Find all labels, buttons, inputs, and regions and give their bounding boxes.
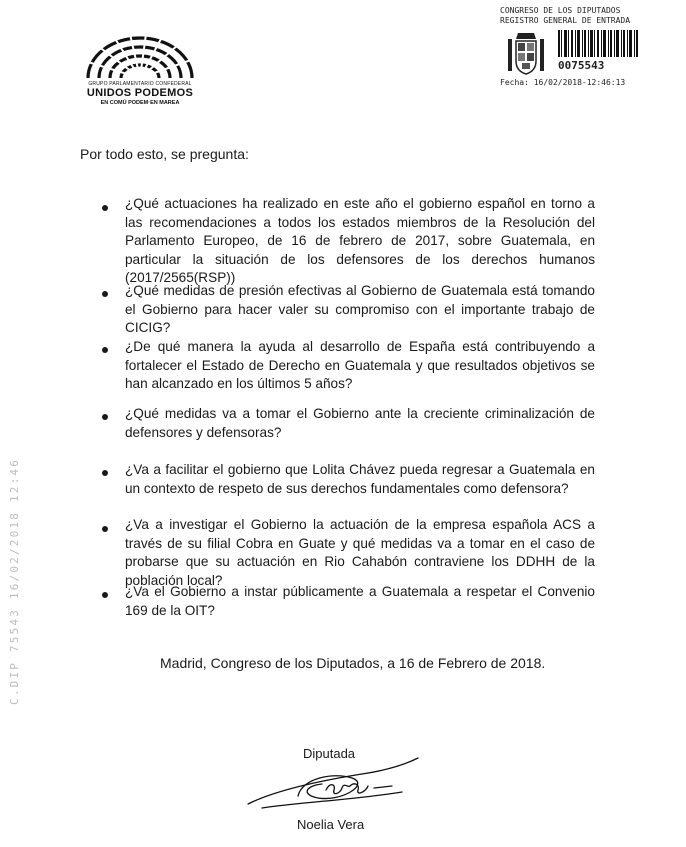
logo-group-line: GRUPO PARLAMENTARIO CONFEDERAL — [88, 81, 192, 87]
logo-name-line: UNIDOS PODEMOS — [86, 87, 194, 99]
bullet-icon — [102, 592, 108, 598]
logo-coalition-line: EN COMÚ PODEM·EN MAREA — [100, 100, 180, 106]
barcode-icon — [558, 30, 638, 57]
question-3: ¿De qué manera la ayuda al desarrollo de España está contribuyendo a fortalecer el Estado de Derecho en Guatemala y que resultados objetivos se han alcanzado en los últimos 5 años? — [125, 339, 595, 391]
hemicycle-logo-icon — [82, 32, 198, 80]
stamp-institution: CONGRESO DE LOS DIPUTADOS — [500, 6, 621, 15]
question-6: ¿Va a investigar el Gobierno la actuación de la empresa española ACS a través de su filial Cobra en Guate y qué medidas va a tomar en el caso de probarse que su actuación en Rio Cahabón contraviene los DDHH de la población local? — [125, 517, 595, 588]
stamp-datetime: Fecha: 16/02/2018-12:46:13 — [500, 78, 626, 87]
side-stamp: C.DIP 75543 16/02/2018 12:46 — [8, 457, 21, 705]
bullet-icon — [102, 470, 108, 476]
party-logo — [80, 32, 200, 107]
bullet-icon — [102, 291, 108, 297]
intro-text: Por todo esto, se pregunta: — [80, 146, 249, 162]
bullet-icon — [102, 414, 108, 420]
handwritten-signature-icon — [242, 752, 422, 812]
question-1: ¿Qué actuaciones ha realizado en este año el gobierno español en torno a las recomendaciones a todos los estados miembros de la Resolución del Parlamento Europeo, de 16 de febrero de 2017, sobre Guatemala, en particular la situación de los defensores de los derechos humanos (2017/2565(RSP)) — [125, 196, 595, 285]
question-4: ¿Qué medidas va a tomar el Gobierno ante la creciente criminalización de defensores y defensoras? — [125, 406, 595, 440]
question-5: ¿Va a facilitar el gobierno que Lolita Chávez pueda regresar a Guatemala en un contexto de respeto de sus derechos fundamentales como defensora? — [125, 462, 595, 496]
stamp-register-number: 0075543 — [558, 59, 605, 72]
question-2: ¿Qué medidas de presión efectivas al Gobierno de Guatemala está tomando el Gobierno para hacer valer su compromiso con el importante trabajo de CICIG? — [125, 283, 595, 335]
signatory-name: Noelia Vera — [297, 817, 365, 832]
coat-of-arms-icon — [506, 29, 546, 77]
question-7: ¿Va el Gobierno a instar públicamente a Guatemala a respetar el Convenio 169 de la OIT? — [125, 584, 595, 618]
registry-stamp — [500, 6, 650, 88]
stamp-office: REGISTRO GENERAL DE ENTRADA — [500, 16, 631, 25]
signatory-role: Diputada — [303, 746, 356, 761]
bullet-icon — [102, 347, 108, 353]
bullet-icon — [102, 526, 108, 532]
bullet-icon — [102, 205, 108, 211]
closing-line: Madrid, Congreso de los Diputados, a 16 de Febrero de 2018. — [160, 655, 546, 671]
